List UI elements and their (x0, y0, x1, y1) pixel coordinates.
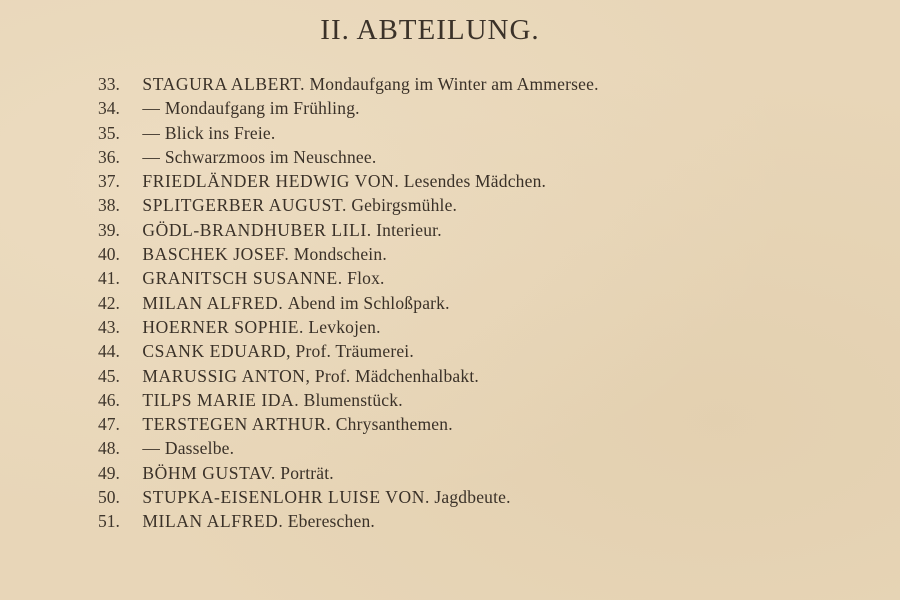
catalog-entry (98, 266, 599, 290)
entry-number: 35. (98, 122, 120, 143)
entry-artist: GÖDL-BRANDHUBER LILI. (142, 219, 372, 240)
entry-work: Porträt. (280, 462, 334, 483)
entry-artist: — (142, 438, 161, 459)
catalog-entry (98, 72, 599, 96)
entry-work: Mondaufgang im Winter am Ammersee. (309, 74, 599, 94)
entry-artist: TERSTEGEN ARTHUR. (142, 414, 332, 435)
entry-artist: MILAN ALFRED. (142, 511, 284, 532)
entry-work: Interieur. (376, 219, 442, 240)
entry-number: 43. (98, 316, 120, 337)
entry-work: Jagdbeute. (434, 487, 511, 508)
entry-number: 47. (98, 414, 120, 435)
entry-artist: BASCHEK JOSEF. (142, 244, 290, 265)
entry-number: 42. (98, 292, 120, 313)
catalog-entry (98, 218, 599, 242)
catalog-entry (98, 485, 599, 509)
catalog-entry (98, 169, 599, 193)
catalog-entry (98, 242, 599, 266)
catalog-entry (98, 193, 599, 217)
catalog-entry (98, 339, 599, 363)
entry-work: Levkojen. (308, 316, 381, 337)
entry-artist: GRANITSCH SUSANNE. (142, 268, 343, 289)
entry-work: Lesendes Mädchen. (403, 171, 547, 192)
entry-artist: SPLITGERBER AUGUST. (142, 195, 347, 216)
entry-number: 49. (98, 462, 120, 483)
entry-artist: FRIEDLÄNDER HEDWIG VON. (142, 171, 400, 192)
entry-artist: — (142, 98, 161, 119)
entry-number: 39. (98, 219, 120, 240)
entry-number: 41. (98, 268, 120, 289)
entry-work: Blick ins Freie. (164, 122, 276, 143)
catalog-entry (98, 145, 599, 169)
catalog-entry (98, 436, 599, 460)
entry-artist: — (142, 146, 161, 167)
catalog-entry (98, 412, 599, 436)
entry-work: Abend im Schloßpark. (287, 292, 450, 313)
entry-artist: — (142, 122, 161, 143)
catalog-entry (98, 315, 599, 339)
catalog-entry (98, 461, 599, 485)
entry-artist: MARUSSIG ANTON, (142, 365, 311, 386)
entry-number: 36. (98, 146, 120, 167)
entry-work: Mondaufgang im Frühling. (164, 98, 360, 119)
catalog-entry (98, 364, 599, 388)
entry-work: Blumenstück. (303, 389, 403, 410)
entry-work: Schwarzmoos im Neuschnee. (164, 146, 377, 167)
entry-work: Flox. (347, 268, 385, 289)
entry-work: Mondschein. (293, 244, 387, 265)
entry-number: 40. (98, 244, 120, 265)
entry-number: 33. (98, 74, 120, 94)
catalog-entry (98, 509, 599, 533)
entry-artist: CSANK EDUARD, (142, 341, 292, 362)
entry-artist: STUPKA-EISENLOHR LUISE VON. (142, 487, 430, 508)
entry-work: Prof. Mädchenhalbakt. (314, 365, 479, 386)
entry-number: 50. (98, 487, 120, 508)
entry-artist: TILPS MARIE IDA. (142, 389, 300, 410)
entry-artist: MILAN ALFRED. (142, 292, 284, 313)
catalog-entry (98, 291, 599, 315)
entry-work: Gebirgsmühle. (351, 195, 458, 216)
entry-number: 44. (98, 341, 120, 362)
entry-number: 34. (98, 98, 120, 119)
catalog-list (98, 72, 599, 534)
entry-artist: STAGURA ALBERT. (142, 74, 306, 94)
entry-number: 48. (98, 438, 120, 459)
entry-work: Prof. Träumerei. (295, 341, 414, 362)
entry-work: Chrysanthemen. (335, 414, 453, 435)
catalog-entry (98, 388, 599, 412)
entry-number: 38. (98, 195, 120, 216)
entry-number: 51. (98, 511, 120, 532)
entry-number: 45. (98, 365, 120, 386)
catalog-entry (98, 96, 599, 120)
section-title: II. ABTEILUNG. (320, 14, 540, 46)
entry-work: Dasselbe. (164, 438, 235, 459)
entry-number: 46. (98, 389, 120, 410)
entry-artist: BÖHM GUSTAV. (142, 462, 276, 483)
entry-work: Ebereschen. (287, 511, 375, 532)
entry-number: 37. (98, 171, 120, 192)
entry-artist: HOERNER SOPHIE. (142, 316, 305, 337)
catalog-entry (98, 121, 599, 145)
